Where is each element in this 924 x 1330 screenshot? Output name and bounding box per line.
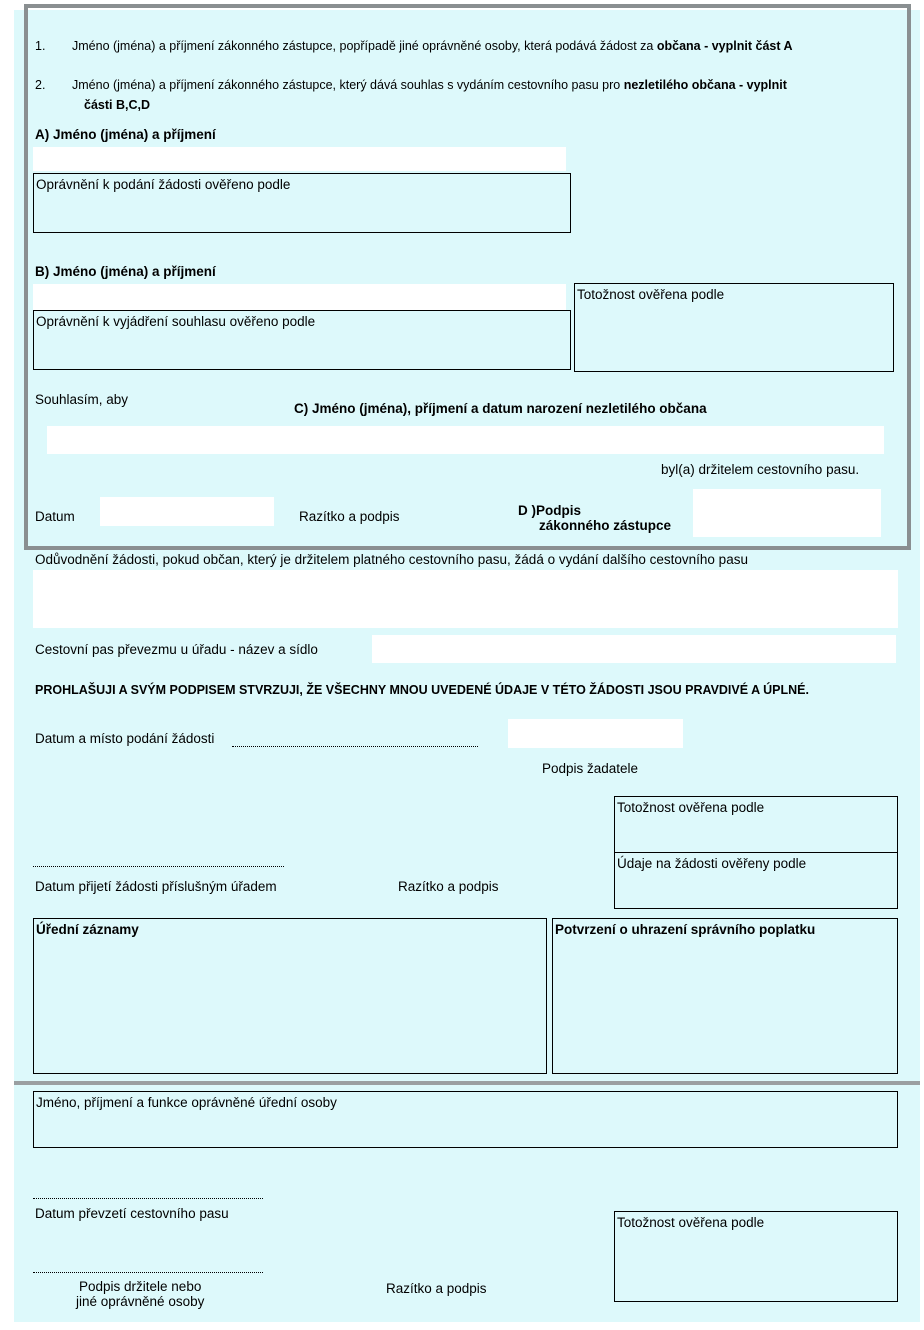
official-person-box[interactable] — [33, 1091, 898, 1148]
section-divider — [14, 1081, 920, 1085]
holder-signature-dotted-line[interactable] — [33, 1272, 263, 1273]
received-dotted-line[interactable] — [33, 866, 284, 867]
section-b-name-field[interactable] — [33, 284, 566, 310]
section-a-name-field[interactable] — [33, 147, 566, 171]
item-2-text-regular: Jméno (jména) a příjmení zákonného zástupce, který dává souhlas s vydáním cestovního pasu pro — [72, 78, 621, 92]
item-2-text-bold-2: části B,C,D — [84, 98, 150, 112]
passport-application-form-page — [14, 10, 920, 1322]
holder-signature-label-2: jiné oprávněné osoby — [76, 1294, 205, 1309]
justification-label: Odůvodnění žádosti, pokud občan, který je držitelem platného cestovního pasu, žádá o vydání dalšího cestovního pasu — [35, 552, 748, 567]
received-label: Datum přijetí žádosti příslušným úřadem — [35, 879, 277, 894]
official-records-label: Úřední záznamy — [36, 922, 139, 937]
item-2-text-bold: nezletilého občana - vyplnit — [623, 78, 787, 92]
section-d-signature-field[interactable] — [693, 489, 881, 537]
handover-date-dotted-line[interactable] — [33, 1198, 263, 1199]
pickup-label: Cestovní pas převezmu u úřadu - název a sídlo — [35, 642, 318, 657]
declaration-text: PROHLAŠUJI A SVÝM PODPISEM STVRZUJI, ŽE VŠECHNY MNOU UVEDENÉ ÚDAJE V TÉTO ŽÁDOSTI JSOU PRAVDIVÉ A ÚPLNÉ. — [35, 683, 809, 697]
section-d-signature-label-2: zákonného zástupce — [539, 518, 672, 533]
section-b-consent-auth-label: Oprávnění k vyjádření souhlasu ověřeno podle — [36, 314, 316, 329]
section-d-signature-label-1: D )Podpis — [518, 503, 581, 518]
holder-text: byl(a) držitelem cestovního pasu. — [661, 462, 860, 477]
section-d-date-label: Datum — [35, 509, 75, 524]
item-1-number: 1. — [35, 39, 46, 53]
section-b-identity-label: Totožnost ověřena podle — [577, 287, 725, 302]
pickup-field[interactable] — [372, 635, 896, 663]
item-1-text-bold: občana - vyplnit část A — [656, 39, 793, 53]
section-d-date-field[interactable] — [100, 497, 274, 526]
section-a-authorization-label: Oprávnění k podání žádosti ověřeno podle — [36, 177, 291, 192]
holder-signature-label-1: Podpis držitele nebo — [79, 1279, 202, 1294]
section-a-authorization-box[interactable] — [33, 173, 571, 233]
official-records-box[interactable] — [33, 918, 547, 1074]
section-b-heading: B) Jméno (jména) a příjmení — [35, 264, 216, 279]
section-c-heading: C) Jméno (jména), příjmení a datum narození nezletilého občana — [294, 401, 707, 416]
handover-identity-label: Totožnost ověřena podle — [617, 1215, 765, 1230]
handover-date-label: Datum převzetí cestovního pasu — [35, 1206, 229, 1221]
office-data-verified-label: Údaje na žádosti ověřeny podle — [617, 856, 807, 871]
section-b-identity-box[interactable] — [574, 283, 894, 372]
submission-dotted-line[interactable] — [232, 746, 478, 747]
submission-signature-label: Podpis žadatele — [542, 761, 639, 776]
handover-stamp-label: Razítko a podpis — [386, 1281, 487, 1296]
section-c-child-field[interactable] — [47, 426, 884, 454]
handover-identity-box[interactable] — [614, 1211, 898, 1302]
section-d-stamp-label: Razítko a podpis — [299, 509, 400, 524]
office-stamp-label: Razítko a podpis — [398, 879, 499, 894]
item-1-text-regular: Jméno (jména) a příjmení zákonného zástupce, popřípadě jiné oprávněné osoby, která podává žádost za — [72, 39, 654, 53]
fee-confirmation-box[interactable] — [552, 918, 898, 1074]
submission-label: Datum a místo podání žádosti — [35, 731, 215, 746]
section-a-heading: A) Jméno (jména) a příjmení — [35, 127, 216, 142]
submission-signature-field[interactable] — [508, 719, 683, 748]
official-person-label: Jméno, příjmení a funkce oprávněné úřední osoby — [36, 1095, 337, 1110]
item-2-number: 2. — [35, 78, 46, 92]
justification-field[interactable] — [33, 570, 898, 628]
consent-text: Souhlasím, aby — [35, 392, 129, 407]
office-identity-box[interactable] — [614, 796, 898, 853]
section-b-consent-auth-box[interactable] — [33, 310, 571, 370]
office-data-verified-box[interactable] — [614, 852, 898, 909]
fee-confirmation-label: Potvrzení o uhrazení správního poplatku — [555, 922, 816, 937]
office-identity-label: Totožnost ověřena podle — [617, 800, 765, 815]
